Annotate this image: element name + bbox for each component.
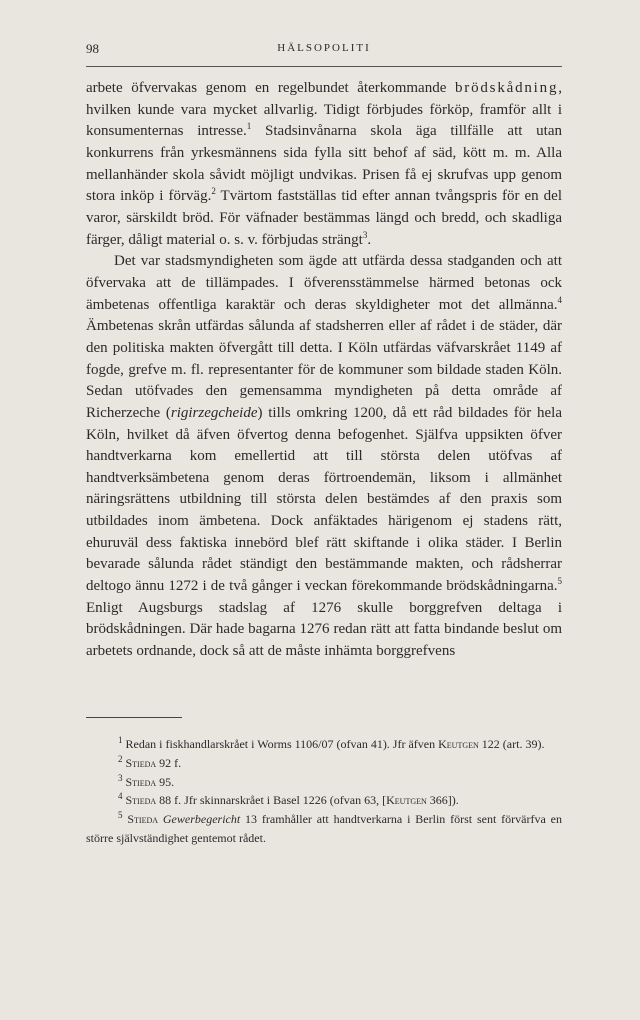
footnote-ref-5: 5 <box>557 576 562 587</box>
main-text <box>86 78 562 663</box>
footnote-number: 2 <box>118 753 123 764</box>
footnote-2 <box>86 754 562 773</box>
text-run: Ämbetenas skrån utfärdas sålunda af stadsherren eller af rådet i de städer, där den politiska makten öfvergått till detta. I Köln utfärdas väfvarskrået 1149 af fogde, grefve m. fl. representanter för de kommuner som bildade staden Köln. Sedan utöfvades den gemensamma myndigheten på detta område af Richerzeche ( <box>86 318 562 421</box>
text-run: ) tills omkring 1200, då ett råd bildades för hela Köln, hvilket då äfven öfvertog denna befogenhet. Själfva uppsikten öfver handtverkarna kom emellertid att till största delen utöfvas af handtverksämbetena genom deras förtroendemän, liksom i allmänhet näringsrättens utbildning till största delen bestämdes af den praxis som utbildades inom ämbetena. Dock anfäktades härigenom ej stadens rätt, ehuruväl dess faktiska innebörd blef rätt skiftande i olika städer. I Berlin bevarade sålunda rådet ständigt den bestämmande makten, och rådsherrar deltogo ännu 1272 i de två gånger i veckan förekommande brödskådningarna. <box>86 404 562 595</box>
page-header <box>86 41 562 61</box>
running-title: HÄLSOPOLITI <box>277 42 371 54</box>
footnote-text: 95. <box>156 774 175 789</box>
footnote-text: 13 framhåller att handtverkarna i Berlin först sent förvärfva en större självständighet gentemot rådet. <box>86 812 562 845</box>
author-name: Stieda <box>125 793 157 808</box>
footnote-ref-4: 4 <box>557 294 562 305</box>
footnote-separator <box>86 717 182 718</box>
footnote-ref-3: 3 <box>362 229 368 240</box>
footnote-number: 3 <box>118 772 123 783</box>
paragraph-1 <box>86 78 562 251</box>
footnotes <box>86 735 562 848</box>
footnote-5 <box>86 810 562 848</box>
footnote-ref-1: 1 <box>246 121 252 132</box>
text-run: Tvärtom fastställas tid efter annan tvångspris för en del varor, särskildt bröd. För väfnader bestämmas längd och bredd, och skadliga färger, dåligt material o. s. v. förbjudas strängt <box>86 188 562 248</box>
author-name: Stieda <box>125 774 157 789</box>
footnote-number: 5 <box>118 810 123 821</box>
footnote-text: Redan i fiskhandlarskrået i Worms 1106/07 (ofvan 41). Jfr äfven <box>125 737 439 751</box>
footnote-text: 88 f. Jfr skinnarskrået i Basel 1226 (ofvan 63, [ <box>156 793 387 808</box>
footnote-text: 92 f. <box>156 755 182 770</box>
text-run: arbete öfvervakas genom en regelbundet återkommande <box>86 80 455 96</box>
footnote-3 <box>86 773 562 792</box>
header-rule <box>86 66 562 67</box>
author-name: Stieda <box>127 812 159 827</box>
cited-work: Gewerbegericht <box>162 812 241 827</box>
text-run: Stadsinvånarna skola äga tillfälle att utan konkurrens från yrkesmännens sida fylla sitt behof af säd, kött m. m. Alla mellanhänder skola såvidt möjligt undvikas. Prisen få ej skrufvas upp genom stora inköp i förväg. <box>86 123 562 205</box>
author-name: Stieda <box>125 755 157 770</box>
text-run: Enligt Augsburgs stadslag af 1276 skulle borggrefven deltaga i brödskådningen. Där hade bagarna 1276 redan rätt att fatta bindande beslut om arbetets ordnande, dock så att de måste inhämta borggrefvens <box>86 599 562 660</box>
author-name: Keutgen <box>386 793 427 808</box>
footnote-number: 1 <box>118 735 123 745</box>
paragraph-2 <box>86 251 562 662</box>
text-run: , hvilken kunde vara mycket allvarlig. Tidigt förbjudes förköp, framför allt i konsumenternas intresse. <box>86 80 562 140</box>
text-run: . <box>367 231 372 248</box>
footnote-ref-2: 2 <box>211 186 216 197</box>
footnote-1 <box>86 735 562 754</box>
footnote-4 <box>86 791 562 810</box>
italic-term: rigirzegcheide <box>170 404 258 421</box>
text-run: Det var stadsmyndigheten som ägde att utfärda dessa stadganden och att öfvervaka att de tillämpades. I öfverensstämmelse härmed betonas ock ämbetenas offentliga karaktär och deras skyldigheter mot det allmänna. <box>86 253 562 313</box>
footnote-text: 366]). <box>426 793 459 808</box>
page-number: 98 <box>86 41 99 56</box>
author-name: Keutgen <box>438 737 479 751</box>
footnote-number: 4 <box>118 791 123 802</box>
footnote-text: 122 (art. 39). <box>478 737 545 751</box>
spaced-term: brödskådning <box>454 80 559 96</box>
